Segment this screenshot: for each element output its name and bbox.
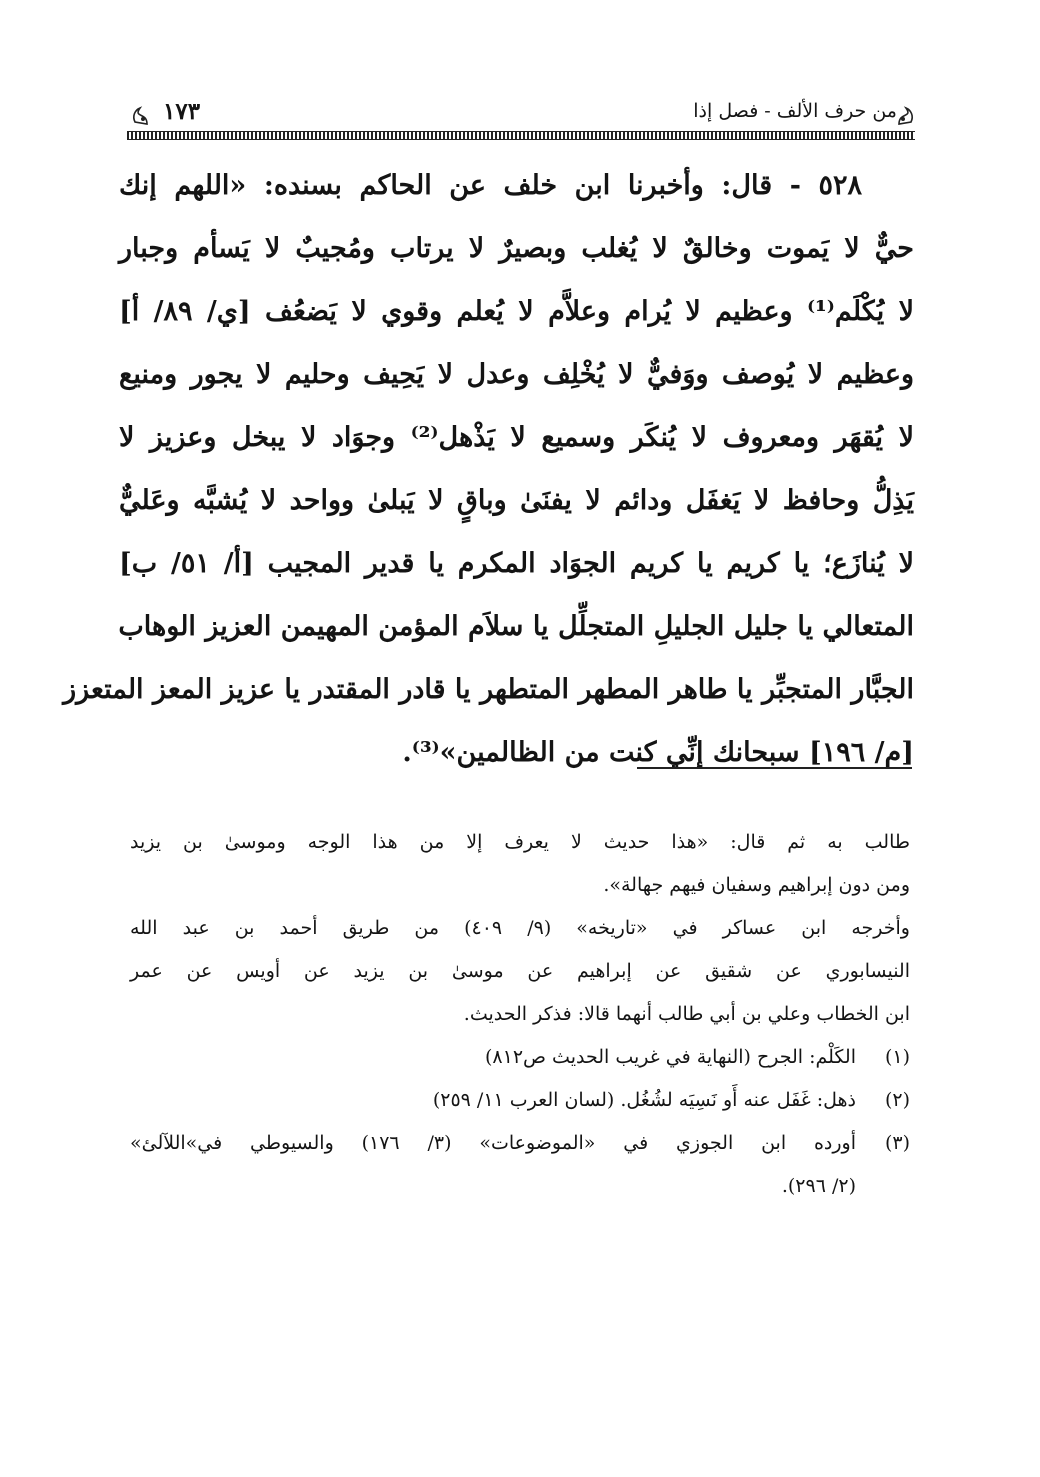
footnote-continuation: (٢/ ٢٩٦). — [781, 1175, 856, 1197]
footnote-number: (٢) — [884, 1089, 910, 1111]
footnote-item — [130, 1126, 910, 1169]
page-number: ١٧٣ — [163, 98, 201, 125]
footnotes — [130, 825, 910, 1212]
text-line: لا يُقهَر ومعروف لا يُنكَر وسميع لا يَذْهل⁽²⁾ وجوَاد لا يبخل وعزيز لا — [119, 422, 914, 453]
ornament-icon — [131, 104, 149, 126]
footnote-item — [130, 1083, 910, 1126]
text-line: ٥٢٨ - قال: وأخبرنا ابن خلف عن الحاكم بسنده: «اللهم إنك — [119, 170, 862, 201]
footnote-item — [130, 1040, 910, 1083]
footnote-line: ابن الخطاب وعلي بن أبي طالب أنهما قالا: فذكر الحديث. — [463, 1003, 910, 1025]
footnote-line: طالب به ثم قال: «هذا حديث لا يعرف إلا من هذا الوجه وموسىٰ بن يزيد — [130, 831, 910, 853]
footnote-body: ذهل: غَفَل عنه أَو نَسِيَه لشُغُل. (لسان العرب ١١/ ٢٥٩) — [432, 1089, 856, 1111]
footnote-line: وأخرجه ابن عساكر في «تاريخه» (٩/ ٤٠٩) من طريق أحمد بن عبد الله — [130, 917, 910, 939]
chapter-title: من حرف الألف - فصل إذا — [693, 100, 897, 122]
page-header — [125, 98, 915, 144]
footnote-separator — [637, 767, 912, 769]
footnote-line: النيسابوري عن شقيق عن إبراهيم عن موسىٰ بن يزيد عن أويس عن عمر — [130, 960, 910, 982]
footnote-number: (١) — [884, 1046, 910, 1068]
main-text — [63, 162, 914, 792]
header-rule — [127, 131, 915, 140]
text-line: [م/ ١٩٦] سبحانك إنِّي كنت من الظالمين»⁽³⁾. — [402, 737, 914, 768]
text-line: يَذِلُّ وحافظ لا يَغفَل ودائم لا يفنَىٰ وباقٍ لا يَبلىٰ وواحد لا يُشبَّه وعَليٌّ — [119, 485, 914, 516]
text-line: الجبَّار المتجبِّر يا طاهر المطهر المتطهر يا قادر المقتدر يا عزيز المعز المتعزز — [63, 674, 914, 705]
footnote-line: ومن دون إبراهيم وسفيان فيهم جهالة». — [603, 874, 910, 896]
text-line: حيٌّ لا يَموت وخالقٌ لا يُغلب وبصيرٌ لا يرتاب ومُجيبٌ لا يَسأم وجبار — [119, 233, 914, 264]
text-line: وعظيم لا يُوصف ووَفيٌّ لا يُخْلِف وعدل لا يَحِيف وحليم لا يجور ومنيع — [119, 359, 914, 390]
ornament-icon — [897, 104, 915, 126]
footnote-body: الكَلْم: الجرح (النهاية في غريب الحديث ص٨١٢) — [484, 1046, 856, 1068]
footnote-number: (٣) — [884, 1132, 910, 1154]
text-line: المتعالي يا جليل الجليلِ المتجلِّل يا سلاَم المؤمن المهيمن العزيز الوهاب — [118, 611, 914, 642]
footnote-body: أورده ابن الجوزي في «الموضوعات» (٣/ ١٧٦) والسيوطي في»اللآلئ» — [130, 1132, 856, 1154]
text-line: لا يُكْلَم⁽¹⁾ وعظيم لا يُرام وعلاَّم لا يُعلم وقوي لا يَضعُف [ي/ ٨٩/ أ] — [119, 296, 914, 327]
text-line: لا يُنازَع؛ يا كريم يا كريم الجوَاد المكرم يا قدير المجيب [أ/ ٥١/ ب] — [119, 548, 914, 579]
